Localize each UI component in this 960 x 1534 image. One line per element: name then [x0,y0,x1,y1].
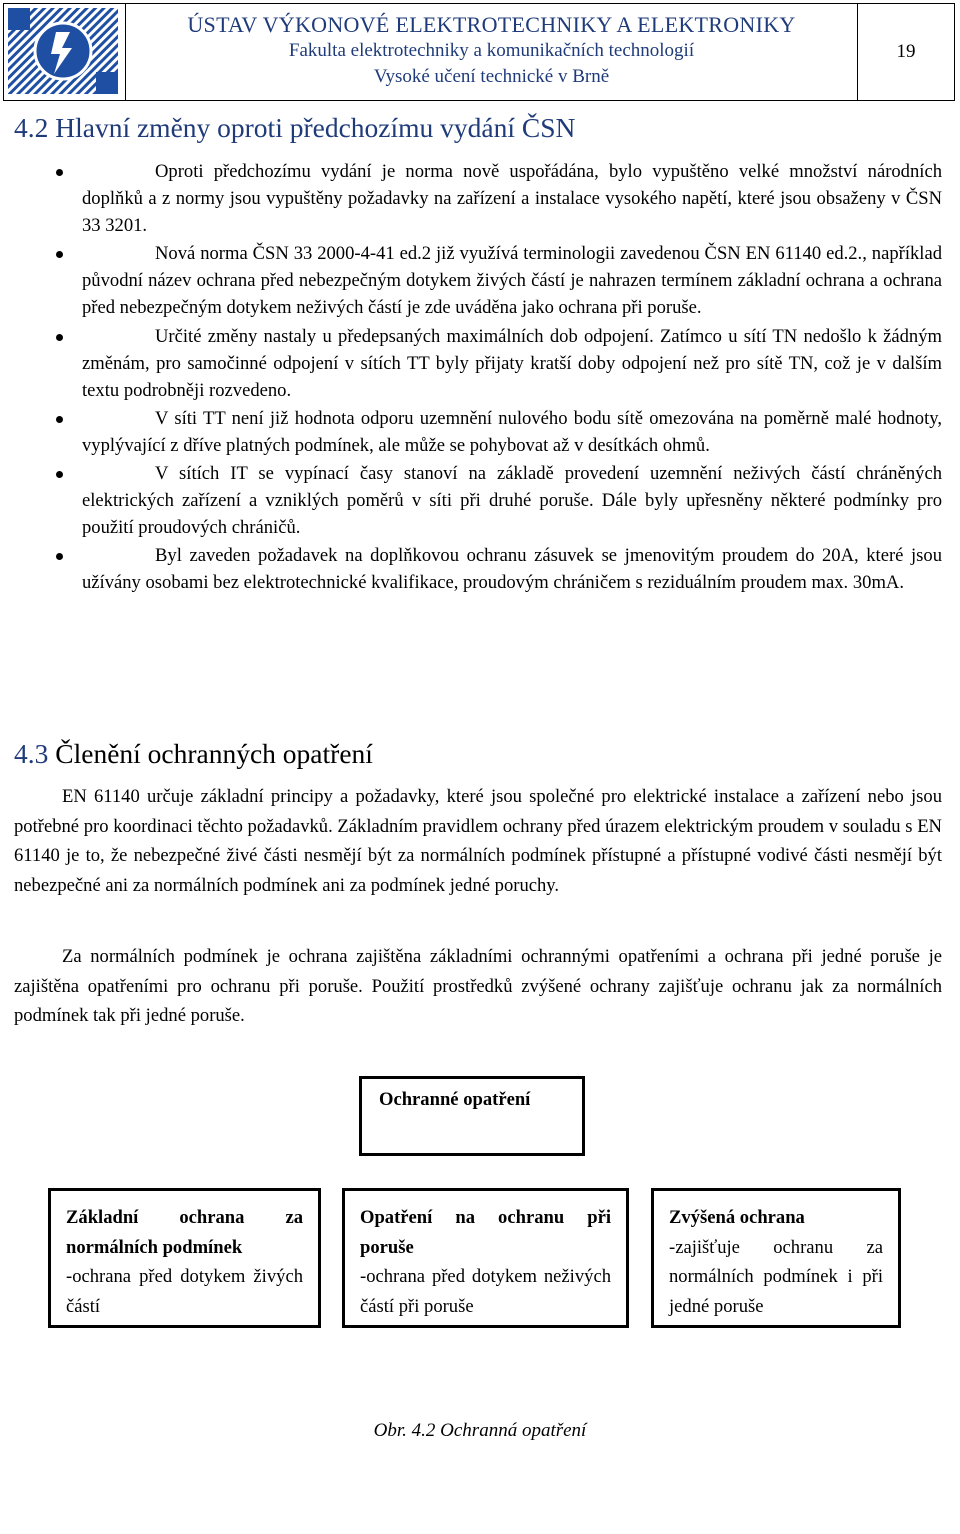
list-item: V sítích IT se vypínací časy stanoví na základě provedení uzemnění neživých částí chráněných elektrických zařízení a vzniklých poměrů v síti při druhé poruše. Dále byly upřesněny některé podmínky pro použití proudových chráničů. [56,460,942,541]
diagram-box-title: Základní ochrana za normálních podmínek [66,1207,303,1258]
diagram-box-label: Ochranné opatření [379,1089,531,1110]
section-number: 4.3 [14,738,49,769]
section-heading-4-2 [14,112,575,144]
list-item: Určité změny nastaly u předepsaných maximálních dob odpojení. Zatímco u sítí TN nedošlo k žádným změnám, pro samočinné odpojení v sítích TT byly přijaty kratší doby odpojení než pro sítě TN, což je v dalším textu podrobněji rozvedeno. [56,323,942,404]
diagram-box-text: -ochrana před dotykem živých částí [66,1266,303,1317]
diagram-box-protective-measure [359,1076,585,1156]
faculty-name: Fakulta elektrotechniky a komunikačních technologií [288,40,695,61]
diagram-box-fault-protection [342,1188,629,1328]
list-item: Oproti předchozímu vydání je norma nově uspořádána, bylo vypuštěno velké množství národních doplňků a z normy jsou vypuštěny požadavky na zařízení a instalace vysokého napětí, které jsou obsaženy v ČSN 33 3201. [56,158,942,239]
list-item: Nová norma ČSN 33 2000-4-41 ed.2 již využívá terminologii zavedenou ČSN EN 61140 ed.2., například původní název ochrana před nebezpečným dotykem živých částí je nahrazen termínem základní ochrana a ochrana před nebezpečným dotykem neživých částí je zde uváděna jako ochrana při poruše. [56,240,942,321]
header-titles [126,4,858,100]
section-title: Členění ochranných opatření [55,738,373,769]
diagram-box-text: -ochrana před dotykem neživých částí při poruše [360,1266,611,1317]
diagram-box-basic-protection [48,1188,321,1328]
institute-name: ÚSTAV VÝKONOVÉ ELEKTROTECHNIKY A ELEKTRONIKY [187,12,796,37]
paragraph: EN 61140 určuje základní principy a požadavky, které jsou společné pro elektrické instalace a zařízení nebo jsou potřebné pro koordinaci těchto požadavků. Základním pravidlem ochrany před úrazem elektrickým proudem v souladu s EN 61140 je to, že nebezpečné živé části nesmějí být za normálních podmínek přístupné a přístupné vodivé části nesmějí být nebezpečné ani za normálních podmínek ani za podmínek jedné poruchy. [14,786,942,896]
logo-cell [4,4,126,100]
page-number-cell [858,4,954,100]
section-heading-4-3 [14,738,373,770]
diagram-box-title: Zvýšená ochrana [669,1207,805,1228]
figure-caption: Obr. 4.2 Ochranná opatření [373,1420,587,1441]
diagram-box-text: -zajišťuje ochranu za normálních podmínek i při jedné poruše [669,1236,883,1317]
section-title: Hlavní změny oproti předchozímu vydání ČSN [55,112,576,143]
diagram-box-enhanced-protection [651,1188,901,1328]
list-item: Byl zaveden požadavek na doplňkovou ochranu zásuvek se jmenovitým proudem do 20A, které jsou užívány osobami bez elektrotechnické kvalifikace, proudovým chráničem s reziduálním proudem max. 30mA. [56,542,942,596]
page-number: 19 [896,41,916,62]
paragraph: Za normálních podmínek je ochrana zajištěna základními ochrannými opatřeními a ochrana při jedné poruše je zajištěna opatřeními pro ochranu při poruše. Použití prostředků zvýšené ochrany zajišťuje ochranu jak za normálních podmínek tak při jedné poruše. [14,946,942,1027]
university-logo-icon [4,4,122,98]
section-number: 4.2 [14,112,49,143]
university-name: Vysoké učení technické v Brně [373,66,610,87]
page-header [3,3,955,101]
diagram-box-title: Opatření na ochranu při poruše [360,1207,611,1258]
changes-list [56,158,942,598]
list-item: V síti TT není již hodnota odporu uzemnění nulového bodu sítě omezována na poměrně malé hodnoty, vyplývající z dříve platných podmínek, ale může se pohybovat až v desítkách ohmů. [56,405,942,459]
